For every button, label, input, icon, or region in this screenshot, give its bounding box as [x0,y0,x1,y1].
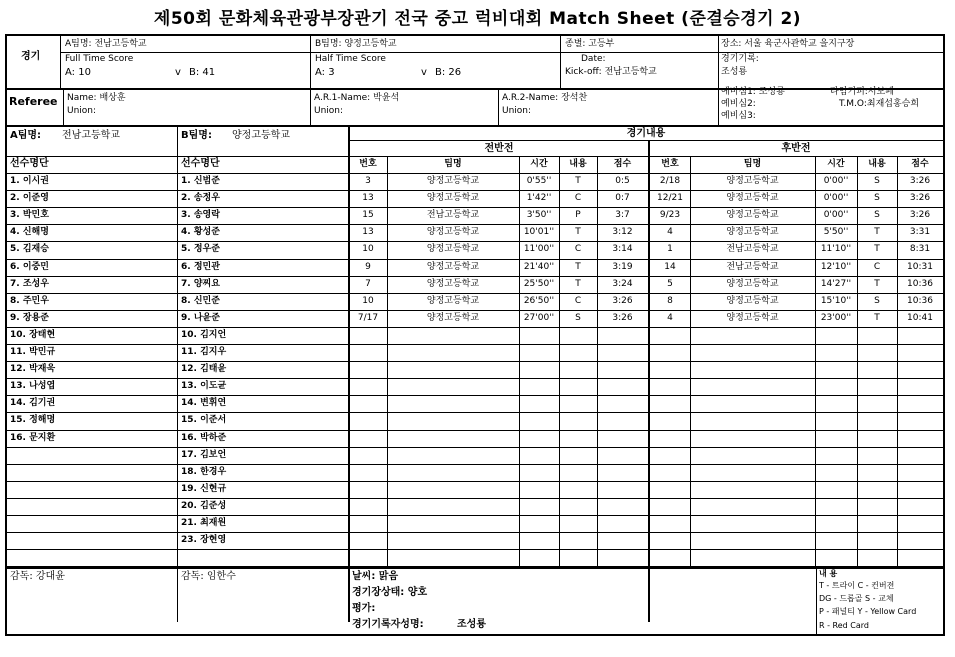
b-team-label: B팀명: [181,130,212,141]
second-half-event-cell: 3:26 [909,210,931,220]
b-player-item: 20. 김준성 [181,501,227,511]
second-half-event-cell: C [873,262,881,272]
legend-title: 내 용 [819,569,838,578]
b-player-item: 11. 김지우 [181,347,227,357]
b-player-item: 16. 박하준 [181,433,227,443]
first-half-event-cell: 양정고등학교 [426,227,480,237]
second-half-event-cell: 양정고등학교 [726,227,779,237]
a-player-item: 6. 이중민 [10,262,49,272]
second-half-event-cell: 10:36 [907,296,933,306]
b-player-item: 10. 김지언 [181,330,227,340]
first-half-col-header: 내용 [569,159,587,169]
first-half-event-cell: 0:7 [615,193,630,203]
first-half-col-header: 점수 [613,159,632,169]
second-half-event-cell: S [874,210,880,220]
coach-b: 감독: 임한수 [181,571,236,582]
second-half-col-header: 내용 [868,159,886,169]
b-player-item: 7. 양찌요 [181,279,220,289]
page-title: 제50회 문화체육관광부장관기 전국 중고 럭비대회 Match Sheet (준결승경기 2) [153,9,802,29]
b-player-item: 8. 신민준 [181,296,220,306]
second-half-event-cell: 10:41 [907,313,933,323]
halftime-vs: v [421,67,427,78]
first-half-event-cell: 27'00'' [523,313,555,323]
second-half-event-cell: 14'27'' [820,279,852,289]
second-half-title: 후반전 [781,143,811,154]
second-half-event-cell: 양정고등학교 [726,193,779,203]
grid-line [7,498,943,499]
legend-line-1: T - 트라이 C - 컨버젼 [819,581,895,590]
ar1-union: Union: [314,106,344,116]
referee-label: Referee [9,95,58,108]
first-half-event-cell: T [575,227,581,237]
halftime-label: Half Time Score [315,54,386,64]
referee-union: Union: [67,106,97,116]
b-player-item: 21. 최재원 [181,518,227,528]
legend-line-3: P - 패널티 Y - Yellow Card [819,607,917,616]
b-team-title: 양정고등학교 [232,130,290,141]
a-player-item: 16. 문지환 [10,433,56,443]
events-grid [7,36,943,636]
reserve-referee-1: 예비심1: 조성룡 [721,87,785,97]
legend-line-2: DG - 드롭골 S - 교체 [819,594,894,603]
recorder-signature-label: 경기기록자성명: [352,619,424,630]
a-player-item: 15. 정해명 [10,415,56,425]
b-team-name: B팀명: 양정고등학교 [315,39,397,49]
weather: 날씨: 맑음 [352,571,399,582]
category: 종별: 고등부 [565,39,615,49]
a-player-item: 7. 조성우 [10,279,49,289]
a-team-name: A팀명: 전남고등학교 [65,39,147,49]
second-half-event-cell: 15'10'' [820,296,852,306]
first-half-event-cell: 전남고등학교 [426,210,480,220]
second-half-event-cell: T [874,244,880,254]
b-player-item: 9. 나윤준 [181,313,220,323]
b-player-item: 6. 정민관 [181,262,220,272]
first-half-event-cell: 10'01'' [523,227,555,237]
second-half-event-cell: 12/21 [657,193,683,203]
first-half-event-cell: P [575,210,581,220]
first-half-event-cell: T [575,176,581,186]
first-half-event-cell: 11'00'' [523,244,555,254]
first-half-event-cell: C [574,193,582,203]
halftime-b: B: 26 [435,67,462,78]
second-half-event-cell: 전남고등학교 [726,244,779,254]
first-half-event-cell: C [574,244,582,254]
second-half-event-cell: 8:31 [909,244,931,254]
second-half-event-cell: 양정고등학교 [726,210,779,220]
referee-name: Name: 배상훈 [67,93,126,103]
b-player-item: 18. 한경우 [181,467,227,477]
ar2-union: Union: [502,106,532,116]
b-player-item: 15. 이준서 [181,415,227,425]
b-player-item: 5. 정우준 [181,244,220,254]
first-half-event-cell: 양정고등학교 [426,176,480,186]
first-half-event-cell: 3 [365,176,371,186]
second-half-event-cell: 0'00'' [823,210,849,220]
first-half-event-cell: 10 [362,296,374,306]
venue: 장소: 서울 육군사관학교 을지구장 [721,39,855,49]
second-half-event-cell: 10:36 [907,279,933,289]
b-player-item: 1. 신범준 [181,176,220,186]
first-half-event-cell: T [575,262,581,272]
first-half-event-cell: 3:26 [612,313,633,323]
first-half-event-cell: 9 [365,262,371,272]
second-half-col-header: 번호 [661,159,679,169]
first-half-event-cell: 0:5 [615,176,630,186]
coach-a: 감독: 강대윤 [10,571,65,582]
first-half-event-cell: 양정고등학교 [426,244,480,254]
second-half-event-cell: 10:31 [907,262,933,272]
first-half-col-header: 팀명 [444,159,462,169]
second-half-event-cell: 12'10'' [820,262,852,272]
fulltime-label: Full Time Score [65,54,134,64]
fulltime-vs: v [175,67,181,78]
first-half-event-cell: 26'50'' [523,296,555,306]
first-half-event-cell: 10 [362,244,374,254]
date: Date: [581,54,606,64]
first-half-title: 전반전 [484,143,514,154]
first-half-event-cell: 3:19 [612,262,633,272]
second-half-event-cell: 23'00'' [820,313,852,323]
second-half-event-cell: 0'00'' [823,176,849,186]
second-half-event-cell: 양정고등학교 [726,279,779,289]
first-half-event-cell: 13 [362,227,374,237]
evaluation: 평가: [352,603,376,614]
grid-line [7,464,943,465]
first-half-event-cell: 3:24 [612,279,633,289]
second-half-event-cell: 양정고등학교 [726,176,779,186]
first-half-event-cell: T [575,279,581,289]
first-half-event-cell: 3:7 [615,210,630,220]
first-half-col-header: 번호 [359,159,377,169]
b-player-item: 12. 김태윤 [181,364,227,374]
reserve-referee-3: 예비심3: [721,111,756,121]
a-player-item: 14. 김기권 [10,398,56,408]
first-half-event-cell: 양정고등학교 [426,296,480,306]
first-half-event-cell: 7 [365,279,371,289]
a-team-label: A팀명: [10,130,42,141]
first-half-col-header: 시간 [530,159,548,169]
first-half-event-cell: 3'50'' [526,210,552,220]
b-player-item: 3. 송영락 [181,210,220,220]
a-player-item: 5. 김재승 [10,244,49,254]
first-half-event-cell: 3:14 [612,244,633,254]
grid-line [7,532,943,533]
second-half-event-cell: T [874,227,880,237]
first-half-event-cell: 21'40'' [523,262,555,272]
b-player-item: 19. 신현규 [181,484,227,494]
second-half-event-cell: T [874,279,880,289]
a-player-item: 3. 박민호 [10,210,49,220]
second-half-event-cell: 1 [667,244,673,254]
fulltime-b: B: 41 [189,67,216,78]
timekeeper: 타임키퍼:서보페 [830,87,894,97]
second-half-col-header: 시간 [827,159,845,169]
first-half-event-cell: 양정고등학교 [426,313,480,323]
second-half-event-cell: 4 [667,227,673,237]
second-half-event-cell: 3:31 [909,227,931,237]
first-half-event-cell: S [575,313,581,323]
tmo: T.M.O:최재섭홍승희 [839,99,920,109]
events-title: 경기내용 [626,128,666,139]
second-half-event-cell: 11'10'' [820,244,852,254]
second-half-col-header: 팀명 [743,159,762,169]
second-half-event-cell: 양정고등학교 [726,296,779,306]
b-player-item: 14. 변휘연 [181,398,227,408]
game-label: 경기 [21,51,41,62]
b-player-item: 4. 황성준 [181,227,220,237]
reserve-referee-2: 예비심2: [721,99,756,109]
first-half-event-cell: C [574,296,582,306]
b-player-item: 2. 송정우 [181,193,220,203]
second-half-event-cell: S [874,296,880,306]
a-player-item: 13. 나성엽 [10,381,56,391]
a-team-title: 전남고등학교 [62,130,120,141]
b-player-item: 13. 이도균 [181,381,227,391]
first-half-event-cell: 15 [362,210,374,220]
a-player-item: 10. 장태현 [10,330,56,340]
second-half-event-cell: 3:26 [909,176,931,186]
second-half-event-cell: 양정고등학교 [726,313,779,323]
recorder-label: 경기기록: [721,54,759,64]
second-half-event-cell: T [874,313,880,323]
fulltime-a: A: 10 [65,67,91,78]
second-half-col-header: 점수 [911,159,929,169]
ground-condition: 경기장상태: 양호 [352,587,428,598]
second-half-event-cell: 8 [667,296,673,306]
a-player-item: 8. 주민우 [10,296,49,306]
grid-line [7,549,943,550]
second-half-event-cell: S [874,176,880,186]
b-player-item: 17. 김보언 [181,450,227,460]
a-player-item: 12. 박재욱 [10,364,56,374]
first-half-event-cell: 3:26 [612,296,633,306]
kickoff: Kick-off: 전남고등학교 [565,67,657,77]
ar2-name: A.R.2-Name: 장석찬 [502,93,588,103]
first-half-event-cell: 25'50'' [523,279,555,289]
a-player-item: 2. 이준영 [10,193,49,203]
a-player-item: 1. 이시권 [10,176,49,186]
second-half-event-cell: 0'00'' [823,193,849,203]
second-half-event-cell: 4 [667,313,673,323]
second-half-event-cell: 14 [664,262,676,272]
halftime-a: A: 3 [315,67,335,78]
recorder-name: 조성룡 [721,67,748,77]
grid-line [7,447,943,448]
grid-line [7,515,943,516]
first-half-event-cell: 3:12 [612,227,633,237]
first-half-event-cell: 7/17 [357,313,379,323]
grid-line [7,481,943,482]
b-players-header: 선수명단 [181,158,220,169]
second-half-event-cell: 2/18 [659,176,681,186]
a-players-header: 선수명단 [10,158,49,169]
b-player-item: 23. 장현영 [181,535,227,545]
second-half-event-cell: 3:26 [909,193,931,203]
first-half-event-cell: 양정고등학교 [426,193,480,203]
a-player-item: 4. 신해명 [10,227,49,237]
recorder-signature-name: 조성룡 [457,619,486,630]
first-half-event-cell: 13 [362,193,374,203]
first-half-event-cell: 양정고등학교 [426,279,480,289]
a-player-item: 9. 장용준 [10,313,49,323]
second-half-event-cell: 5 [667,279,673,289]
second-half-event-cell: 5'50'' [823,227,849,237]
second-half-event-cell: S [874,193,880,203]
second-half-event-cell: 전남고등학교 [726,262,779,272]
first-half-event-cell: 양정고등학교 [426,262,480,272]
match-sheet [5,34,945,636]
first-half-event-cell: 0'55'' [526,176,552,186]
legend-line-4: R - Red Card [819,621,869,630]
first-half-event-cell: 1'42'' [526,193,552,203]
a-player-item: 11. 박민규 [10,347,56,357]
ar1-name: A.R.1-Name: 박윤석 [314,93,400,103]
second-half-event-cell: 9/23 [659,210,681,220]
